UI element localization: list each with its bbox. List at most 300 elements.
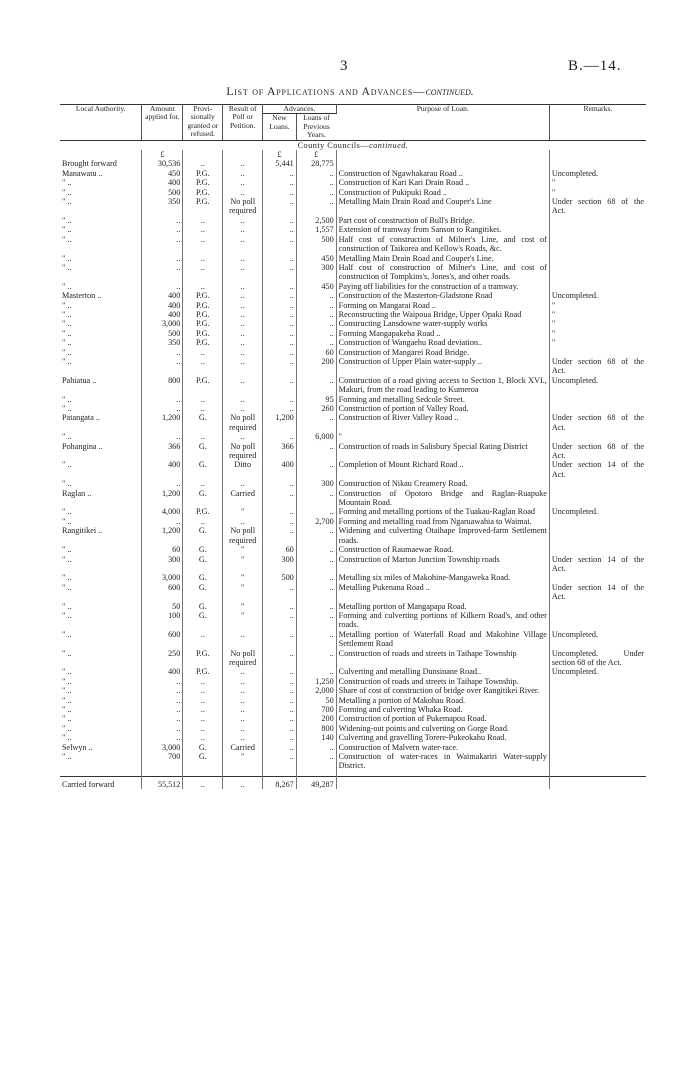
row-poll: .. xyxy=(223,667,263,676)
row-poll: No poll required xyxy=(223,649,263,668)
row-authority: " .. xyxy=(60,188,142,197)
row-purpose: Forming and metalling Sedcole Street. xyxy=(336,395,549,404)
row-amount: 1,200 xyxy=(142,526,183,545)
row-new-loans: .. xyxy=(263,667,297,676)
table-row xyxy=(60,338,646,347)
row-prev-loans: .. xyxy=(296,169,336,178)
row-purpose: Constructing Lansdowne water-supply works xyxy=(336,319,549,328)
row-new-loans: .. xyxy=(263,216,297,225)
row-prev-loans: .. xyxy=(296,583,336,602)
footer-new-loans: 8,267 xyxy=(263,776,297,789)
row-purpose: Construction of water-races in Waimakariri Water-supply District. xyxy=(336,752,549,771)
row-authority: Selwyn .. xyxy=(60,743,142,752)
table-row xyxy=(60,630,646,649)
row-new-loans: .. xyxy=(263,630,297,649)
table-row xyxy=(60,649,646,668)
row-prev-loans: .. xyxy=(296,507,336,516)
row-purpose: Forming on Mangarai Road .. xyxy=(336,301,549,310)
table-row xyxy=(60,235,646,254)
table-row xyxy=(60,413,646,432)
row-remarks xyxy=(549,714,646,723)
row-prev-loans: .. xyxy=(296,301,336,310)
row-remarks: " xyxy=(551,178,556,188)
row-prev-loans: .. xyxy=(296,338,336,347)
row-poll: .. xyxy=(223,216,263,225)
row-new-loans: .. xyxy=(263,282,297,291)
row-prev-loans: .. xyxy=(296,649,336,668)
row-new-loans: .. xyxy=(263,696,297,705)
row-prev-loans: 1,250 xyxy=(296,677,336,686)
row-poll: Carried xyxy=(223,743,263,752)
row-amount: .. xyxy=(142,479,183,488)
row-new-loans: .. xyxy=(263,602,297,611)
table-row xyxy=(60,357,646,376)
table-row xyxy=(60,724,646,733)
row-purpose: Widening and culverting Otaihape Improved-farm Settlement roads. xyxy=(336,526,549,545)
section-heading xyxy=(60,140,646,150)
row-amount: 700 xyxy=(142,752,183,771)
row-provisional: .. xyxy=(183,348,223,357)
header-amount: Amount applied for. xyxy=(142,105,183,141)
row-poll: .. xyxy=(223,724,263,733)
row-prev-loans: .. xyxy=(296,545,336,554)
row-prev-loans: 50 xyxy=(296,696,336,705)
page-title xyxy=(0,86,700,98)
row-provisional: .. xyxy=(183,705,223,714)
row-purpose: Construction of Wangaehu Road deviation.. xyxy=(336,338,549,347)
row-provisional: G. xyxy=(183,526,223,545)
row-amount: .. xyxy=(142,517,183,526)
row-prev-loans: .. xyxy=(296,413,336,432)
row-provisional: .. xyxy=(183,225,223,234)
row-provisional: P.G. xyxy=(183,507,223,516)
row-amount: 400 xyxy=(142,178,183,187)
row-provisional: .. xyxy=(183,235,223,254)
table-body xyxy=(60,140,646,159)
row-amount: 350 xyxy=(142,338,183,347)
row-remarks: Under section 14 of the Act. xyxy=(551,582,644,602)
row-new-loans: .. xyxy=(263,225,297,234)
footer-provisional: .. xyxy=(183,776,223,789)
row-new-loans: .. xyxy=(263,686,297,695)
row-new-loans: .. xyxy=(263,724,297,733)
header-prev-loans: Loans of Previous Years. xyxy=(296,114,336,140)
row-poll: .. xyxy=(223,733,263,742)
footer-poll: .. xyxy=(223,776,263,789)
table-row xyxy=(60,583,646,602)
row-provisional: G. xyxy=(183,413,223,432)
row-amount: 1,200 xyxy=(142,489,183,508)
row-provisional: G. xyxy=(183,489,223,508)
footer-label: Carried forward xyxy=(60,776,142,789)
row-remarks xyxy=(549,235,646,254)
row-provisional: P.G. xyxy=(183,319,223,328)
row-prev-loans: .. xyxy=(296,630,336,649)
title-main: List of Applications and Advances— xyxy=(226,86,426,98)
row-prev-loans: 1,557 xyxy=(296,225,336,234)
row-amount: .. xyxy=(142,705,183,714)
row-authority: " .. xyxy=(60,507,142,516)
table-row xyxy=(60,319,646,328)
row-remarks xyxy=(549,404,646,413)
row-amount: 3,000 xyxy=(142,573,183,582)
row-amount: .. xyxy=(142,696,183,705)
table-row xyxy=(60,178,646,187)
row-remarks xyxy=(549,526,646,545)
row-remarks: Uncompleted. xyxy=(551,168,598,178)
section-main: County Councils— xyxy=(297,140,370,150)
row-poll: .. xyxy=(223,395,263,404)
row-provisional: P.G. xyxy=(183,197,223,216)
row-prev-loans: 60 xyxy=(296,348,336,357)
row-prev-loans: 95 xyxy=(296,395,336,404)
row-authority: " .. xyxy=(60,310,142,319)
row-remarks xyxy=(549,479,646,488)
table-row xyxy=(60,611,646,630)
row-new-loans: 300 xyxy=(263,555,297,574)
row-provisional: .. xyxy=(183,282,223,291)
row-prev-loans: .. xyxy=(296,489,336,508)
row-remarks: " xyxy=(551,338,556,348)
row-provisional: P.G. xyxy=(183,188,223,197)
row-authority: " .. xyxy=(60,677,142,686)
row-purpose: Construction of Upper Plain water-supply .. xyxy=(336,357,549,376)
row-provisional: .. xyxy=(183,357,223,376)
table-row xyxy=(60,733,646,742)
row-amount: .. xyxy=(142,686,183,695)
row-authority: " .. xyxy=(60,301,142,310)
row-remarks: Under section 68 of the Act. xyxy=(551,413,644,432)
row-authority: " .. xyxy=(60,282,142,291)
table-row xyxy=(60,263,646,282)
row-authority: " .. xyxy=(60,338,142,347)
row-prev-loans: .. xyxy=(296,667,336,676)
row-purpose: Metalling portion of Waterfall Road and Makohine Village Settlement Road xyxy=(336,630,549,649)
row-purpose: Construction of Malvern water-race. xyxy=(336,743,549,752)
row-poll: .. xyxy=(223,714,263,723)
row-provisional: .. xyxy=(183,696,223,705)
row-provisional: .. xyxy=(183,395,223,404)
row-authority: Pahiatua .. xyxy=(60,376,142,395)
row-poll: No poll required xyxy=(223,413,263,432)
row-remarks xyxy=(549,696,646,705)
row-amount: 350 xyxy=(142,197,183,216)
row-purpose: Construction of a road giving access to Section 1, Block XVI., Makuri, from the road leading to Kumeroa xyxy=(336,376,549,395)
row-amount: .. xyxy=(142,235,183,254)
row-prev-loans: .. xyxy=(296,291,336,300)
header-provisional: Provi-sionally granted or refused. xyxy=(183,105,223,141)
row-remarks xyxy=(549,159,646,168)
row-amount: .. xyxy=(142,395,183,404)
row-authority: " .. xyxy=(60,611,142,630)
row-provisional: P.G. xyxy=(183,169,223,178)
row-amount: 400 xyxy=(142,667,183,676)
row-purpose: Construction of roads in Salisbury Special Rating District xyxy=(336,442,549,461)
header-authority: Local Authority. xyxy=(60,105,142,141)
table-row xyxy=(60,291,646,300)
table-row xyxy=(60,159,646,168)
row-provisional: P.G. xyxy=(183,667,223,676)
row-prev-loans: 2,700 xyxy=(296,517,336,526)
row-purpose: Forming and metalling portions of the Tuakau-Raglan Road xyxy=(336,507,549,516)
row-new-loans: .. xyxy=(263,310,297,319)
page-number: 3 xyxy=(340,58,348,74)
row-remarks xyxy=(549,282,646,291)
row-provisional: .. xyxy=(183,159,223,168)
row-authority: " .. xyxy=(60,197,142,216)
row-authority: Pohangina .. xyxy=(60,442,142,461)
table-row xyxy=(60,310,646,319)
row-amount: 30,536 xyxy=(142,159,183,168)
row-new-loans: .. xyxy=(263,517,297,526)
table-row xyxy=(60,602,646,611)
row-amount: 400 xyxy=(142,460,183,479)
row-authority: " .. xyxy=(60,216,142,225)
section-continued: continued. xyxy=(369,140,409,150)
row-prev-loans: .. xyxy=(296,611,336,630)
row-remarks xyxy=(549,254,646,263)
row-new-loans: 60 xyxy=(263,545,297,554)
table-row xyxy=(60,216,646,225)
table-row xyxy=(60,348,646,357)
table-row xyxy=(60,743,646,752)
row-amount: 300 xyxy=(142,555,183,574)
row-new-loans: .. xyxy=(263,507,297,516)
row-authority: " .. xyxy=(60,319,142,328)
row-authority: " .. xyxy=(60,686,142,695)
row-new-loans: .. xyxy=(263,733,297,742)
row-amount: .. xyxy=(142,404,183,413)
row-new-loans: .. xyxy=(263,376,297,395)
row-provisional: .. xyxy=(183,686,223,695)
row-purpose: Construction of Kari Kari Drain Road .. xyxy=(336,178,549,187)
table-row xyxy=(60,282,646,291)
row-amount: 100 xyxy=(142,611,183,630)
currency-new: £ xyxy=(263,150,297,159)
row-prev-loans: 500 xyxy=(296,235,336,254)
row-remarks: Uncompleted. xyxy=(551,291,598,301)
row-amount: .. xyxy=(142,348,183,357)
row-purpose: Extension of tramway from Sanson to Rangitikei. xyxy=(336,225,549,234)
row-purpose: Widening-out points and culverting on Gorge Road. xyxy=(336,724,549,733)
row-amount: 250 xyxy=(142,649,183,668)
row-provisional: P.G. xyxy=(183,301,223,310)
row-purpose: Construction of roads and streets in Taihape Township xyxy=(336,649,549,668)
row-authority: " .. xyxy=(60,583,142,602)
row-amount: .. xyxy=(142,714,183,723)
row-remarks: " xyxy=(551,300,556,310)
row-amount: .. xyxy=(142,216,183,225)
row-authority: " .. xyxy=(60,479,142,488)
row-purpose: Culverting and metalling Dunsinane Road.. xyxy=(336,667,549,676)
row-poll: " xyxy=(223,752,263,771)
row-provisional: P.G. xyxy=(183,376,223,395)
header-new-loans: New Loans. xyxy=(263,114,297,140)
header-remarks: Remarks. xyxy=(549,105,646,141)
table-row xyxy=(60,376,646,395)
row-remarks: " xyxy=(551,309,556,319)
row-poll: Carried xyxy=(223,489,263,508)
row-remarks xyxy=(549,677,646,686)
row-purpose: Metalling a portion of Makohau Road. xyxy=(336,696,549,705)
table-rows xyxy=(60,159,646,770)
row-remarks xyxy=(549,517,646,526)
table-row xyxy=(60,517,646,526)
row-provisional: P.G. xyxy=(183,649,223,668)
row-purpose: Construction of portion of Valley Road. xyxy=(336,404,549,413)
row-poll: .. xyxy=(223,338,263,347)
row-provisional: .. xyxy=(183,254,223,263)
row-new-loans: .. xyxy=(263,319,297,328)
row-new-loans: .. xyxy=(263,338,297,347)
row-authority: " .. xyxy=(60,555,142,574)
header-poll: Result of Poll or Petition. xyxy=(223,105,263,141)
applications-table xyxy=(60,104,646,789)
row-purpose: Completion of Mount Richard Road .. xyxy=(336,460,549,479)
row-remarks: Uncompleted. xyxy=(551,667,598,677)
row-new-loans: .. xyxy=(263,254,297,263)
row-poll: .. xyxy=(223,686,263,695)
row-authority: Brought forward xyxy=(60,159,142,168)
row-amount: 400 xyxy=(142,291,183,300)
row-poll: .. xyxy=(223,301,263,310)
row-purpose: Metalling Pukenana Road .. xyxy=(336,583,549,602)
row-prev-loans: .. xyxy=(296,555,336,574)
header-purpose: Purpose of Loan. xyxy=(336,105,549,141)
row-provisional: G. xyxy=(183,743,223,752)
row-provisional: .. xyxy=(183,263,223,282)
table-row xyxy=(60,479,646,488)
table-row xyxy=(60,432,646,441)
row-remarks: Under section 14 of the Act. xyxy=(551,460,644,479)
row-purpose: Construction of Opotoro Bridge and Raglan-Ruapuke Mountain Road. xyxy=(336,489,549,508)
row-authority: " .. xyxy=(60,630,142,649)
row-poll: .. xyxy=(223,225,263,234)
row-remarks xyxy=(549,489,646,508)
row-new-loans: 5,441 xyxy=(263,159,297,168)
row-amount: .. xyxy=(142,432,183,441)
row-amount: 500 xyxy=(142,188,183,197)
row-prev-loans: 28,775 xyxy=(296,159,336,168)
table-row xyxy=(60,188,646,197)
row-prev-loans: .. xyxy=(296,319,336,328)
row-poll: .. xyxy=(223,376,263,395)
row-amount: 366 xyxy=(142,442,183,461)
row-purpose: Half cost of construction of Milner's Line, and cost of construction of Taikorea and Kellow's Roads, &c. xyxy=(336,235,549,254)
table-row xyxy=(60,442,646,461)
table-row xyxy=(60,705,646,714)
row-poll: .. xyxy=(223,517,263,526)
row-remarks xyxy=(549,705,646,714)
row-authority: " .. xyxy=(60,460,142,479)
row-poll: .. xyxy=(223,696,263,705)
row-poll: .. xyxy=(223,263,263,282)
row-poll: .. xyxy=(223,432,263,441)
row-poll: .. xyxy=(223,329,263,338)
row-poll: .. xyxy=(223,705,263,714)
row-prev-loans: .. xyxy=(296,442,336,461)
row-poll: No poll required xyxy=(223,526,263,545)
table-row xyxy=(60,460,646,479)
row-new-loans: .. xyxy=(263,169,297,178)
row-new-loans: .. xyxy=(263,489,297,508)
row-authority: " .. xyxy=(60,348,142,357)
row-authority: " .. xyxy=(60,667,142,676)
carried-forward-row xyxy=(60,776,646,789)
table-row xyxy=(60,169,646,178)
row-remarks: Uncompleted. xyxy=(551,507,598,517)
row-new-loans: 400 xyxy=(263,460,297,479)
row-purpose: Construction of Ngawhakarau Road .. xyxy=(336,169,549,178)
row-new-loans: .. xyxy=(263,395,297,404)
row-new-loans: 366 xyxy=(263,442,297,461)
row-authority: Masterton .. xyxy=(60,291,142,300)
row-provisional: G. xyxy=(183,583,223,602)
row-prev-loans: 450 xyxy=(296,282,336,291)
row-authority: Manawatu .. xyxy=(60,169,142,178)
row-poll: " xyxy=(223,611,263,630)
row-prev-loans: 800 xyxy=(296,724,336,733)
row-poll: .. xyxy=(223,479,263,488)
row-remarks: " xyxy=(551,187,556,197)
row-authority: " .. xyxy=(60,714,142,723)
row-remarks xyxy=(549,686,646,695)
row-remarks: " xyxy=(551,319,556,329)
row-remarks xyxy=(549,225,646,234)
row-authority: " .. xyxy=(60,263,142,282)
table-row xyxy=(60,395,646,404)
row-amount: 4,000 xyxy=(142,507,183,516)
row-poll: .. xyxy=(223,169,263,178)
row-poll: .. xyxy=(223,282,263,291)
row-provisional: .. xyxy=(183,216,223,225)
row-poll: " xyxy=(223,545,263,554)
row-authority: " .. xyxy=(60,602,142,611)
row-prev-loans: 260 xyxy=(296,404,336,413)
table-row xyxy=(60,404,646,413)
row-authority: " .. xyxy=(60,705,142,714)
row-amount: .. xyxy=(142,724,183,733)
row-authority: " .. xyxy=(60,329,142,338)
row-prev-loans: 450 xyxy=(296,254,336,263)
table-row xyxy=(60,526,646,545)
row-purpose: Construction of Mangarei Road Bridge. xyxy=(336,348,549,357)
row-poll: .. xyxy=(223,348,263,357)
row-new-loans: .. xyxy=(263,235,297,254)
row-provisional: .. xyxy=(183,677,223,686)
row-purpose: Construction of Pukipuki Road .. xyxy=(336,188,549,197)
row-prev-loans: .. xyxy=(296,310,336,319)
row-prev-loans: .. xyxy=(296,197,336,216)
row-provisional: P.G. xyxy=(183,310,223,319)
row-prev-loans: 200 xyxy=(296,714,336,723)
row-purpose: Forming Mangapakeha Road .. xyxy=(336,329,549,338)
row-authority: Patangata .. xyxy=(60,413,142,432)
row-amount: 50 xyxy=(142,602,183,611)
row-provisional: G. xyxy=(183,545,223,554)
row-new-loans: .. xyxy=(263,649,297,668)
row-prev-loans: 140 xyxy=(296,733,336,742)
row-new-loans: .. xyxy=(263,743,297,752)
row-authority: " .. xyxy=(60,696,142,705)
table-row xyxy=(60,545,646,554)
row-remarks xyxy=(549,611,646,630)
row-purpose: Metalling Main Drain Road and Couper's Line xyxy=(336,197,549,216)
table-row xyxy=(60,555,646,574)
row-amount: .. xyxy=(142,282,183,291)
row-purpose: " xyxy=(336,432,549,441)
row-remarks xyxy=(549,432,646,441)
